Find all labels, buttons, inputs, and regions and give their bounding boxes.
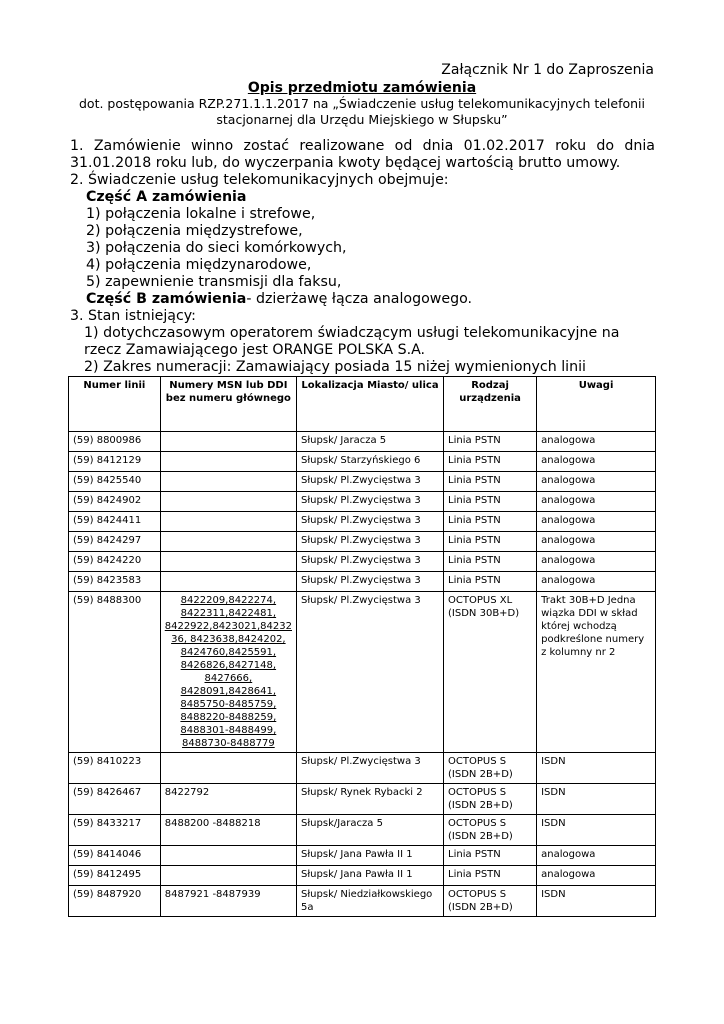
cell-device: Linia PSTN: [444, 572, 537, 592]
part-a-item: 4) połączenia międzynarodowe,: [86, 257, 312, 273]
paragraph-3: 3. Stan istniejący:: [70, 308, 196, 324]
part-a-heading: Część A zamówienia: [86, 189, 247, 205]
cell-device: OCTOPUS XL (ISDN 30B+D): [444, 592, 537, 753]
msn-range: 8427666,: [204, 673, 253, 684]
cell-msn: [160, 866, 296, 886]
part-b-heading: Część B zamówienia: [86, 291, 247, 307]
table-row: [69, 846, 656, 866]
header-msn: Numery MSN lub DDI bez numeru głównego: [160, 377, 296, 432]
cell-location: Słupsk/ Pl.Zwycięstwa 3: [296, 472, 443, 492]
table-header-row: [69, 377, 656, 432]
cell-device: Linia PSTN: [444, 512, 537, 532]
cell-device: Linia PSTN: [444, 846, 537, 866]
document-subtitle: [0, 96, 724, 128]
document-title: Opis przedmiotu zamówienia: [247, 80, 477, 96]
cell-device: Linia PSTN: [444, 552, 537, 572]
cell-location: Słupsk/ Pl.Zwycięstwa 3: [296, 512, 443, 532]
table-row: [69, 512, 656, 532]
cell-notes: analogowa: [537, 512, 656, 532]
cell-notes: analogowa: [537, 532, 656, 552]
cell-location: Słupsk/ Jana Pawła II 1: [296, 866, 443, 886]
cell-msn: [160, 432, 296, 452]
table-row: [69, 492, 656, 512]
msn-range: 8424760,8425591,: [180, 647, 277, 658]
cell-location: Słupsk/ Pl.Zwycięstwa 3: [296, 552, 443, 572]
msn-range: 8488730-8488779: [182, 738, 275, 749]
cell-location: Słupsk/ Pl.Zwycięstwa 3: [296, 572, 443, 592]
cell-device: OCTOPUS S (ISDN 2B+D): [444, 784, 537, 815]
cell-location: Słupsk/ Niedziałkowskiego 5a: [296, 886, 443, 917]
table-row: [69, 572, 656, 592]
cell-number: (59) 8425540: [69, 472, 161, 492]
cell-msn-list: [160, 592, 296, 753]
header-notes: Uwagi: [537, 377, 656, 432]
phone-lines-table: [68, 376, 656, 917]
cell-msn: 8487921 -8487939: [160, 886, 296, 917]
part-b-line: [70, 291, 655, 308]
msn-range: 8422209,8422274,: [180, 595, 277, 606]
cell-notes: analogowa: [537, 846, 656, 866]
cell-number: (59) 8488300: [69, 592, 161, 753]
cell-number: (59) 8424411: [69, 512, 161, 532]
header-number: Numer linii: [69, 377, 161, 432]
cell-notes: Trakt 30B+D Jedna wiązka DDI w skład której wchodzą podkreślone numery z kolumny nr 2: [537, 592, 656, 753]
cell-notes: ISDN: [537, 815, 656, 846]
cell-notes: analogowa: [537, 452, 656, 472]
cell-notes: analogowa: [537, 866, 656, 886]
cell-number: (59) 8410223: [69, 753, 161, 784]
cell-number: (59) 8433217: [69, 815, 161, 846]
cell-device: Linia PSTN: [444, 866, 537, 886]
cell-number: (59) 8487920: [69, 886, 161, 917]
cell-notes: analogowa: [537, 432, 656, 452]
msn-range: 8428091,8428641,: [180, 686, 277, 697]
cell-location: Słupsk/Jaracza 5: [296, 815, 443, 846]
table-row: [69, 552, 656, 572]
cell-number: (59) 8414046: [69, 846, 161, 866]
table-row: [69, 432, 656, 452]
cell-device: Linia PSTN: [444, 492, 537, 512]
cell-device: OCTOPUS S (ISDN 2B+D): [444, 886, 537, 917]
cell-location: Słupsk/ Pl.Zwycięstwa 3: [296, 592, 443, 753]
cell-number: (59) 8424220: [69, 552, 161, 572]
paragraph-2: 2. Świadczenie usług telekomunikacyjnych obejmuje:: [70, 172, 449, 188]
cell-number: (59) 8424297: [69, 532, 161, 552]
cell-location: Słupsk/ Pl.Zwycięstwa 3: [296, 532, 443, 552]
cell-number: (59) 8412129: [69, 452, 161, 472]
header-location: Lokalizacja Miasto/ ulica: [296, 377, 443, 432]
cell-notes: ISDN: [537, 886, 656, 917]
cell-device: Linia PSTN: [444, 432, 537, 452]
cell-notes: ISDN: [537, 784, 656, 815]
table-row: [69, 532, 656, 552]
paragraph-3-2: 2) Zakres numeracji: Zamawiający posiada 15 niżej wymienionych linii: [84, 359, 586, 375]
cell-device: Linia PSTN: [444, 532, 537, 552]
cell-msn: [160, 452, 296, 472]
cell-msn: [160, 846, 296, 866]
cell-device: OCTOPUS S (ISDN 2B+D): [444, 815, 537, 846]
cell-number: (59) 8412495: [69, 866, 161, 886]
subtitle-line-1: dot. postępowania RZP.271.1.1.2017 na „Świadczenie usług telekomunikacyjnych telefonii: [78, 96, 646, 111]
table-row: [69, 753, 656, 784]
cell-notes: analogowa: [537, 572, 656, 592]
cell-number: (59) 8424902: [69, 492, 161, 512]
subtitle-line-2: stacjonarnej dla Urzędu Miejskiego w Słupsku”: [216, 112, 508, 127]
cell-notes: analogowa: [537, 492, 656, 512]
part-a-item: 2) połączenia międzystrefowe,: [86, 223, 303, 239]
table-row: [69, 886, 656, 917]
part-b-text: - dzierżawę łącza analogowego.: [246, 291, 473, 307]
table-row: [69, 866, 656, 886]
cell-number: (59) 8426467: [69, 784, 161, 815]
cell-location: Słupsk/ Jana Pawła II 1: [296, 846, 443, 866]
paragraph-3-1: 1) dotychczasowym operatorem świadczącym usługi telekomunikacyjne na rzecz Zamawiającego jest ORANGE POLSKA S.A.: [84, 325, 620, 358]
document-body: [70, 138, 655, 376]
cell-msn: [160, 512, 296, 532]
part-a-item: 3) połączenia do sieci komórkowych,: [86, 240, 347, 256]
cell-location: Słupsk/ Pl.Zwycięstwa 3: [296, 753, 443, 784]
table-row: [69, 472, 656, 492]
table-row: [69, 815, 656, 846]
cell-notes: analogowa: [537, 552, 656, 572]
cell-device: Linia PSTN: [444, 452, 537, 472]
table-row-octopus-xl: [69, 592, 656, 753]
msn-range: 8488220-8488259,: [180, 712, 277, 723]
cell-msn: 8422792: [160, 784, 296, 815]
paragraph-1: 1. Zamówienie winno zostać realizowane od dnia 01.02.2017 roku do dnia 31.01.2018 roku lub, do wyczerpania kwoty będącej wartością brutto umowy.: [70, 138, 655, 171]
part-a-item: 1) połączenia lokalne i strefowe,: [86, 206, 316, 222]
cell-msn: [160, 472, 296, 492]
msn-range: 8485750-8485759,: [180, 699, 277, 710]
cell-location: Słupsk/ Starzyńskiego 6: [296, 452, 443, 472]
cell-msn: [160, 492, 296, 512]
msn-range: 8488301-8488499,: [180, 725, 277, 736]
cell-device: Linia PSTN: [444, 472, 537, 492]
msn-range: 36, 8423638,8424202,: [171, 634, 286, 645]
cell-number: (59) 8423583: [69, 572, 161, 592]
cell-msn: [160, 532, 296, 552]
cell-location: Słupsk/ Jaracza 5: [296, 432, 443, 452]
cell-msn: [160, 753, 296, 784]
cell-location: Słupsk/ Pl.Zwycięstwa 3: [296, 492, 443, 512]
table-row: [69, 452, 656, 472]
cell-device: OCTOPUS S (ISDN 2B+D): [444, 753, 537, 784]
cell-msn: [160, 552, 296, 572]
cell-notes: analogowa: [537, 472, 656, 492]
part-a-item: 5) zapewnienie transmisji dla faksu,: [86, 274, 342, 290]
header-device: Rodzaj urządzenia: [444, 377, 537, 432]
cell-msn: 8488200 -8488218: [160, 815, 296, 846]
table-row: [69, 784, 656, 815]
msn-range: 8426826,8427148,: [180, 660, 277, 671]
msn-range: 8422311,8422481,: [180, 608, 277, 619]
annex-label: Załącznik Nr 1 do Zaproszenia: [441, 62, 654, 78]
cell-notes: ISDN: [537, 753, 656, 784]
cell-number: (59) 8800986: [69, 432, 161, 452]
msn-range: 8422922,8423021,84232: [164, 621, 292, 632]
cell-msn: [160, 572, 296, 592]
cell-location: Słupsk/ Rynek Rybacki 2: [296, 784, 443, 815]
